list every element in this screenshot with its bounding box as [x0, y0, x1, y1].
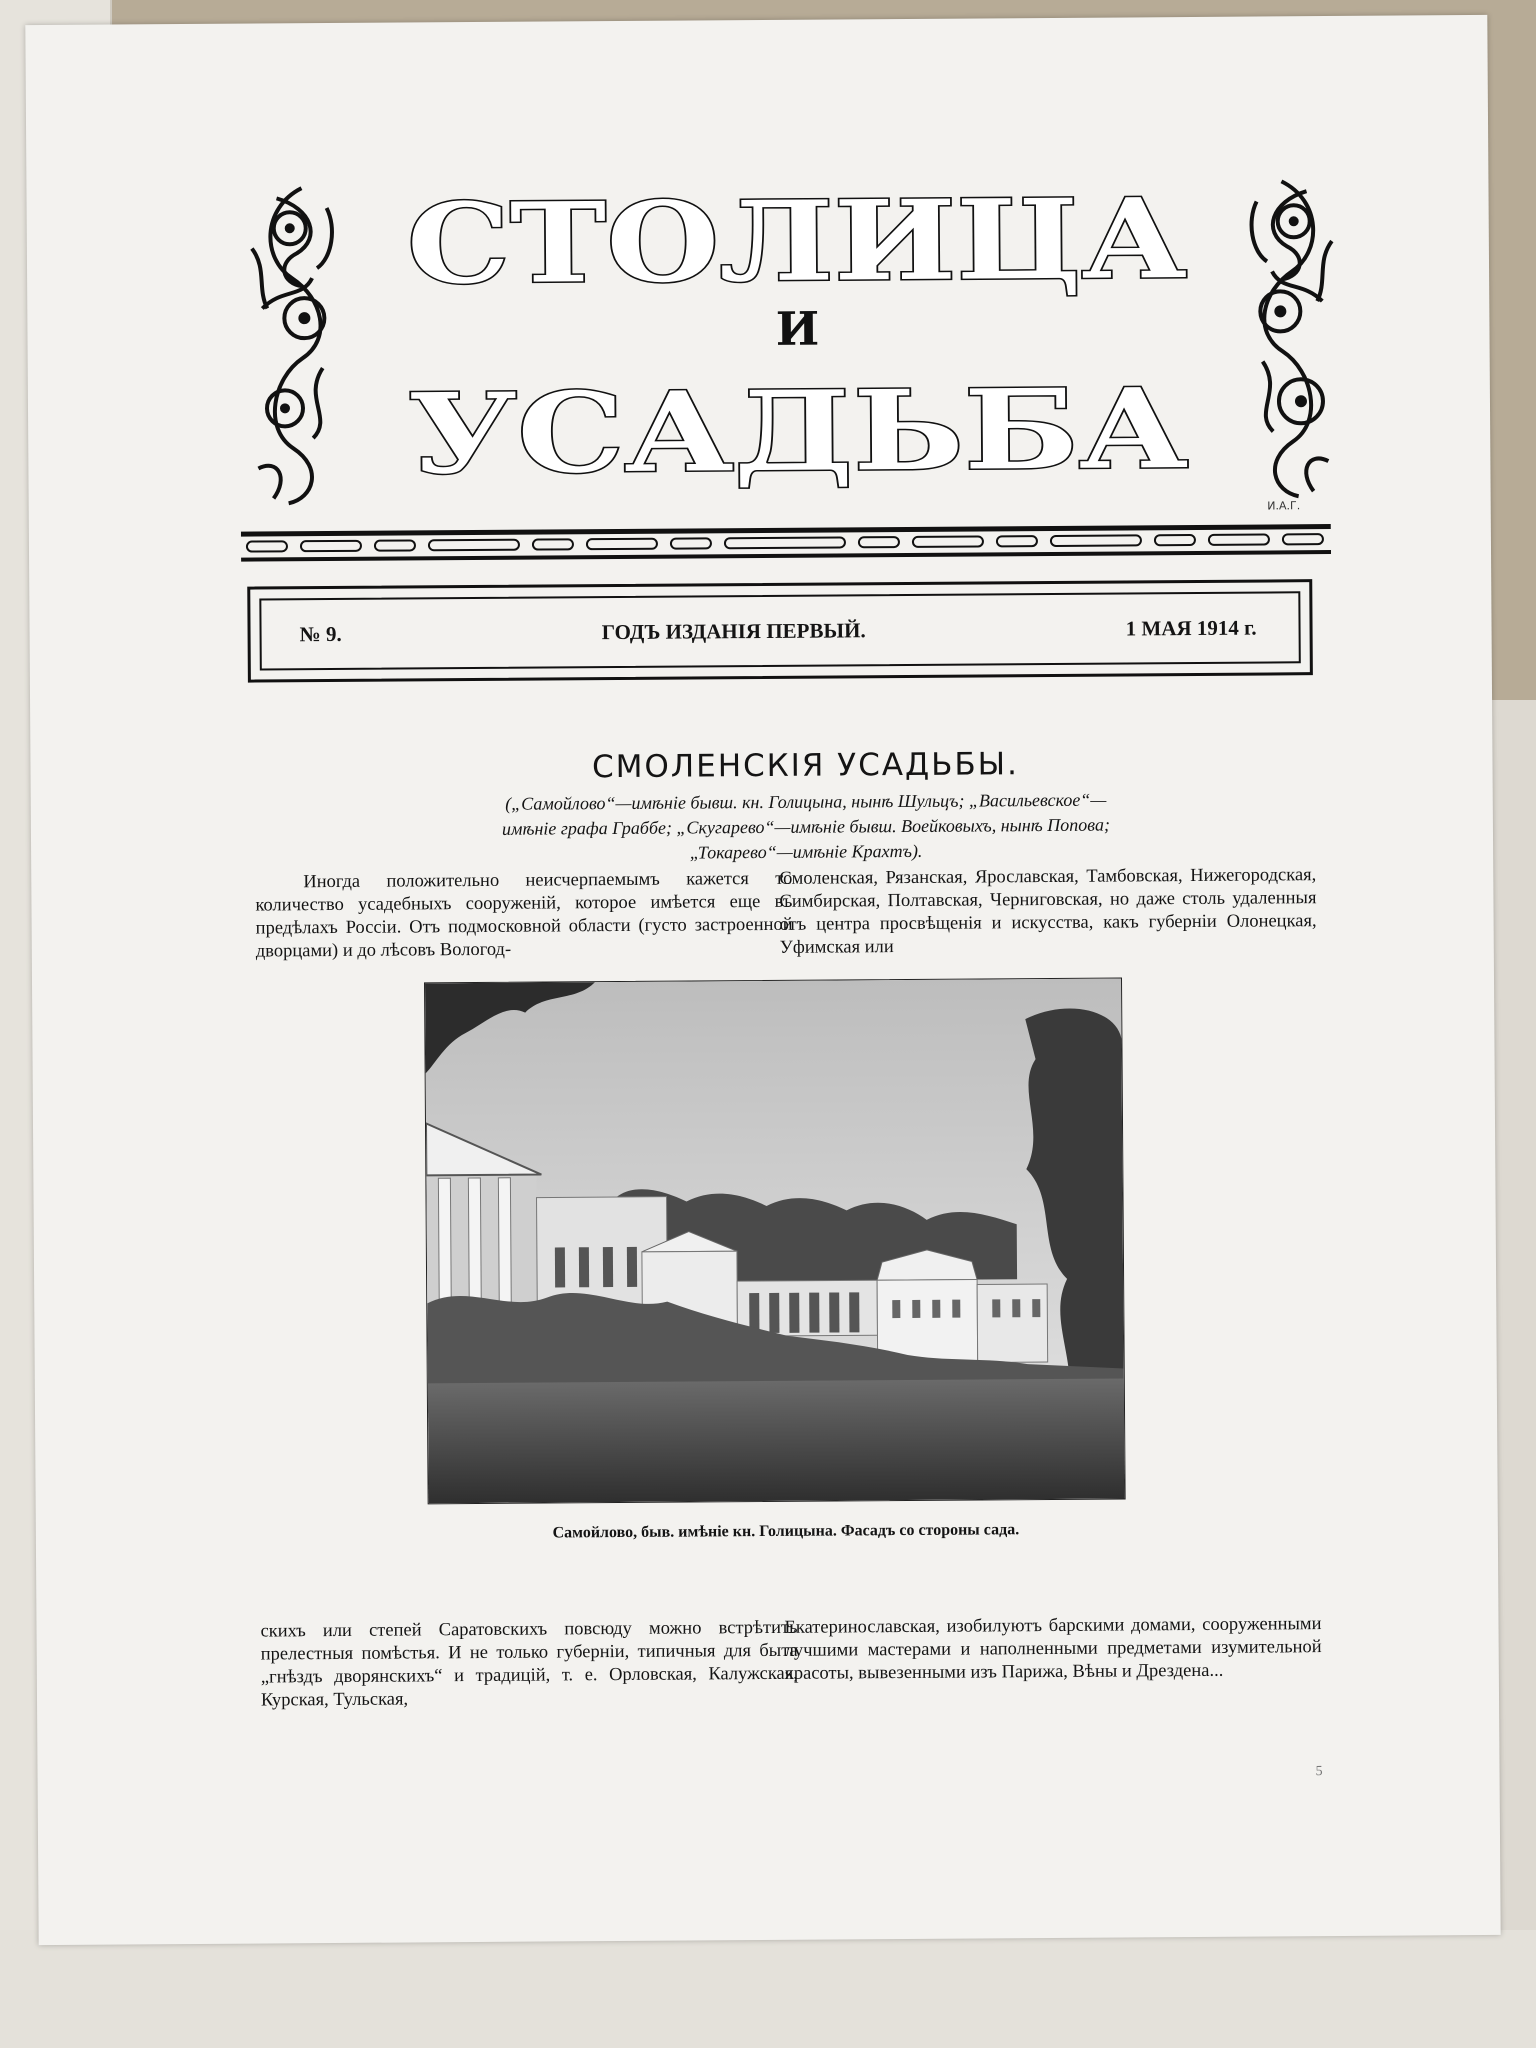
masthead-title-line2: УСАДЬБА [407, 365, 1048, 499]
artist-mark: И.А.Г. [1267, 499, 1301, 513]
masthead [241, 161, 1353, 529]
issue-info-inner [259, 591, 1300, 670]
estate-photo-image [425, 979, 1125, 1504]
background-table [0, 1930, 1536, 2048]
article-column-1 [255, 868, 793, 964]
photo-caption: Самойлово, быв. имѣніе кн. Голицына. Фасадъ со стороны сада. [552, 1521, 1020, 1542]
column-text: скихъ или степей Саратовскихъ повсюду можно встрѣтить прелестныя помѣстья. И не только губерніи, типичныя для быта „гнѣздъ дворянскихъ“ и традицій, т. е. Орловская, Калужская, Курская, Тульская, [260, 1617, 798, 1711]
issue-year-label: ГОДЪ ИЗДАНІЯ ПЕРВЫЙ. [601, 617, 866, 644]
column-text: Смоленская, Рязанская, Ярославская, Тамбовская, Нижегородская, Симбирская, Полтавская, Черниговская, но даже столь удаленныя отъ центра просвѣщенія и искусства, какъ губерніи Олонецкая, Уфимская или [779, 865, 1317, 958]
issue-number: № 9. [299, 621, 342, 646]
right-ornament-icon [1251, 181, 1333, 497]
magazine-page [25, 15, 1500, 1945]
issue-date: 1 МАЯ 1914 г. [1125, 615, 1257, 640]
column-text: Екатеринославская, изобилуютъ барскими домами, сооруженными лучшими мастерами и наполненными предметами изумительной красоты, вывезенными изъ Парижа, Вѣны и Дрездена... [784, 1614, 1322, 1684]
page-number: 5 [1315, 1764, 1323, 1780]
estate-photo [424, 977, 1126, 1504]
article-column-3 [260, 1617, 798, 1713]
article-column-2 [779, 864, 1317, 960]
article-subtitle: („Самойлово“—имѣніе бывш. кн. Голицына, нынѣ Шульцъ; „Васильевское“—имѣніе графа Граббе; „Скугарево“—имѣніе бывш. Воейковыхъ, нынѣ Попова; „Токарево“—имѣніе Крахтъ). [501, 789, 1110, 863]
article-title: СМОЛЕНСКІЯ УСАДЬБЫ. [591, 746, 1020, 786]
masthead-rule [241, 516, 1331, 570]
masthead-title-line1: СТОЛИЦА [406, 174, 1070, 309]
left-ornament-icon [251, 188, 333, 504]
column-text: Иногда положительно неисчерпаемымъ кажется то количество усадебныхъ сооруженій, которое имѣется еще въ предѣлахъ Россіи. Отъ подмосковной области (густо застроенной дворцами) и до лѣсовъ Вологод- [255, 868, 793, 962]
masthead-title-conjunction: И [775, 301, 820, 356]
masthead-graphic [241, 161, 1353, 529]
article-column-4 [784, 1613, 1321, 1686]
issue-info-box [247, 579, 1313, 682]
